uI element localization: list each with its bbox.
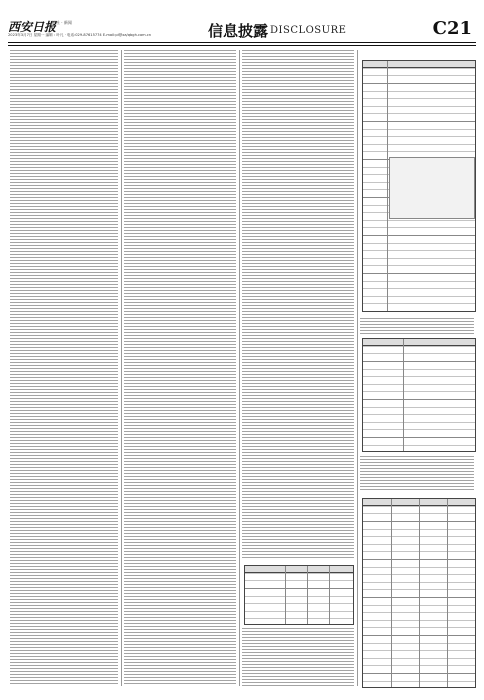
article-column-2 xyxy=(124,50,236,686)
article-column-1 xyxy=(10,50,118,686)
masthead-rule-thick xyxy=(8,42,476,43)
data-table-col4 xyxy=(362,498,476,688)
table-column-line xyxy=(285,566,286,624)
article-column-3 xyxy=(242,50,354,560)
table-column-line xyxy=(307,566,308,624)
table-column-line xyxy=(391,499,392,687)
section-title-en: DISCLOSURE xyxy=(270,25,347,36)
newspaper-logo: 西安日报 xyxy=(8,20,57,34)
table-column-line xyxy=(403,339,404,451)
logo-subtitle: 报社 · 新闻 xyxy=(52,20,72,25)
company-info-table xyxy=(362,60,476,312)
table-header xyxy=(245,566,353,573)
masthead xyxy=(8,18,476,40)
shareholder-info-table xyxy=(362,338,476,452)
table-header xyxy=(363,61,475,68)
article-column-4-text xyxy=(360,456,474,492)
section-title-cn: 信息披露 xyxy=(208,22,269,40)
page-number: C21 xyxy=(432,18,472,39)
table-column-line xyxy=(447,499,448,687)
article-column-3-tail xyxy=(242,628,354,686)
financial-table-col3 xyxy=(244,565,354,625)
table-column-line xyxy=(419,499,420,687)
issue-date-line: 2023年3月7日 星期一 编辑 : 叶凡 · 电话:029-87615774 E-mail:pl@xa/qbgh.com.cn xyxy=(8,33,152,37)
table-header xyxy=(363,339,475,346)
article-column-4-mid xyxy=(360,318,474,334)
table-column-line xyxy=(329,566,330,624)
table-column-line xyxy=(387,61,388,311)
table-highlight-cell xyxy=(389,157,475,219)
